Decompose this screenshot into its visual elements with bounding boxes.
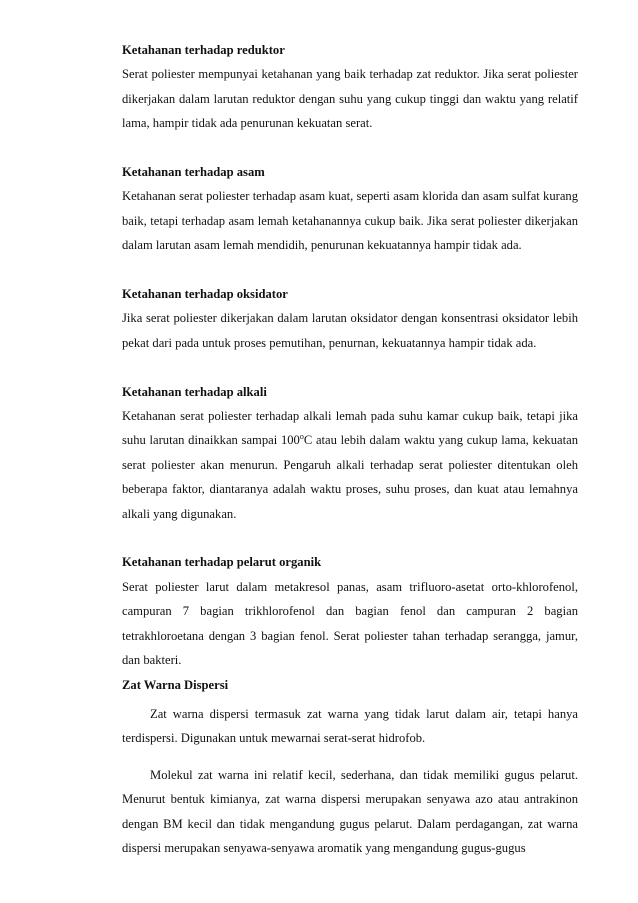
section-alkali xyxy=(122,380,578,526)
section-reduktor xyxy=(122,38,578,136)
section-body: Ketahanan serat poliester terhadap asam kuat, seperti asam klorida dan asam sulfat kurang baik, tetapi terhadap asam lemah ketahanannya cukup baik. Jika serat poliester dikerjakan dalam larutan asam lemah mendidih, penurunan kekuatannya hampir tidak ada. xyxy=(122,189,578,253)
section-oksidator xyxy=(122,282,578,355)
body-text-after: C atau lebih dalam waktu yang cukup lama, kekuatan serat poliester akan menurun. Pengaruh alkali terhadap serat poliester ditentukan oleh beberapa faktor, diantaranya adalah waktu proses, suhu proses, dan kuat atau lemahnya alkali yang digunakan. xyxy=(122,433,578,521)
section-heading: Ketahanan terhadap reduktor xyxy=(122,43,285,57)
section-body: Serat poliester mempunyai ketahanan yang baik terhadap zat reduktor. Jika serat poliester dikerjakan dalam larutan reduktor dengan suhu yang cukup tinggi dan waktu yang relatif lama, hampir tidak ada penurunan kekuatan serat. xyxy=(122,67,578,131)
section-heading: Ketahanan terhadap alkali xyxy=(122,384,267,399)
chapter-heading: Zat Warna Dispersi xyxy=(122,677,229,692)
section-body xyxy=(122,404,578,526)
section-body: Serat poliester larut dalam metakresol panas, asam trifluoro-asetat orto-khlorofenol, campuran 7 bagian trikhlorofenol dan bagian fenol dan campuran 2 bagian tetrakhloroetana dengan 3 bagian fenol. Serat poliester tahan terhadap serangga, jamur, dan bakteri. xyxy=(122,579,578,668)
document-page xyxy=(122,38,578,860)
paragraph: Molekul zat warna ini relatif kecil, sederhana, dan tidak memiliki gugus pelarut. Menurut bentuk kimianya, zat warna dispersi merupakan senyawa azo atau antrakinon dengan BM kecil dan tidak mengandung gugus pelarut. Dalam perdagangan, zat warna dispersi merupakan senyawa-senyawa aromatik yang mengandung gugus-gugus xyxy=(122,767,578,855)
section-heading: Ketahanan terhadap asam xyxy=(122,165,265,180)
section-zat-warna-dispersi xyxy=(122,673,578,861)
section-pelarut-organik xyxy=(122,550,578,672)
degree-superscript: o xyxy=(299,432,304,442)
section-body: Jika serat poliester dikerjakan dalam larutan oksidator dengan konsentrasi oksidator lebih pekat dari pada untuk proses pemutihan, penurnan, kekuatannya hampir tidak ada. xyxy=(122,311,578,350)
paragraph: Zat warna dispersi termasuk zat warna yang tidak larut dalam air, tetapi hanya terdispersi. Digunakan untuk mewarnai serat-serat hidrofob. xyxy=(122,706,578,746)
section-heading: Ketahanan terhadap oksidator xyxy=(122,287,288,302)
section-heading: Ketahanan terhadap pelarut organik xyxy=(122,555,322,570)
section-asam xyxy=(122,160,578,258)
body-text-before: Ketahanan serat poliester terhadap alkali lemah pada suhu kamar cukup baik, tetapi jika suhu larutan dinaikkan sampai 100 xyxy=(122,409,578,448)
